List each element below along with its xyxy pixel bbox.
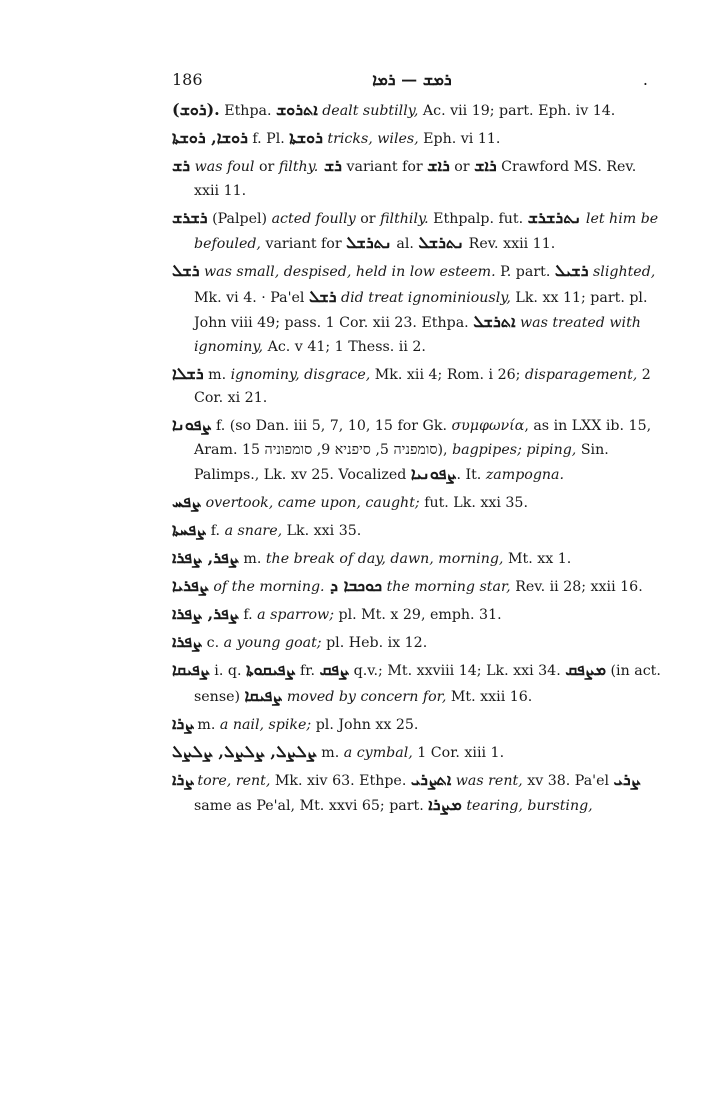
- syriac-headword: ܨܦܪܝܐ: [172, 576, 209, 595]
- entry-15: [172, 712, 664, 738]
- definition: bagpipes; piping,: [452, 441, 577, 458]
- syriac-form: ܨܪܝ: [613, 769, 640, 789]
- entry-13: [172, 630, 664, 656]
- syriac-headword: ܨܦܝܩܐ: [172, 660, 210, 679]
- syriac-headword: ܨܦܪܐ: [172, 632, 203, 651]
- text: Sin. Palimps., Lk. xv 25. Vocalized: [194, 441, 609, 483]
- definition: of the morning.: [208, 579, 325, 595]
- syriac-form: ܡܨܪܐ: [428, 795, 462, 814]
- syriac-form: ܨܦܝܩܘܬܐ: [245, 660, 296, 679]
- text: m.: [192, 716, 220, 733]
- text: variant for: [341, 159, 428, 175]
- text: 9,: [312, 441, 335, 458]
- definition: slighted,: [588, 264, 656, 280]
- syriac-form: ܢܬܪܫܠ: [418, 233, 465, 252]
- syriac-form: ܪܘܫܬܐ: [289, 128, 323, 147]
- running-head: ܪܡܫ — ܪܡܐ: [372, 70, 452, 89]
- definition: ignominy, disgrace,: [230, 366, 371, 383]
- entry-16: [172, 740, 664, 766]
- syriac-headword: ܪܫܠ: [172, 261, 200, 280]
- entry-1: [172, 98, 664, 124]
- text: variant for: [260, 236, 347, 252]
- text: or: [355, 210, 381, 227]
- syriac-form: ܪܐܫ: [474, 156, 497, 175]
- syriac-form: ܢܬܪܫܪܫ: [527, 207, 582, 227]
- definition: the morning star,: [382, 579, 511, 595]
- entry-7: [172, 413, 664, 488]
- text: f.: [238, 607, 258, 623]
- text: Ethpa.: [219, 103, 276, 119]
- syriac-headword: ܪܫܠܐ: [172, 363, 204, 383]
- definition: filthy.: [278, 159, 319, 175]
- definition: zampogna.: [485, 467, 565, 483]
- text: f. (so Dan. iii 5, 7, 10, 15 for Gk.: [211, 418, 452, 434]
- syriac-form: ܡܨܦܩ: [565, 660, 607, 679]
- definition: overtook, came upon, caught;: [201, 495, 420, 511]
- hebrew-word: סומפוניה: [264, 441, 313, 458]
- syriac-form: ܐܬܪܫܠ: [473, 312, 516, 331]
- syriac-headword: (ܪܘܫ).: [172, 100, 220, 119]
- text: m.: [316, 744, 344, 761]
- text: Mk. xiv 63. Ethpe.: [270, 772, 411, 789]
- text: c.: [202, 635, 224, 651]
- text: or: [449, 159, 475, 175]
- definition: was foul: [190, 159, 255, 175]
- entry-8: [172, 490, 664, 516]
- text: m.: [203, 366, 231, 383]
- entry-list: [172, 98, 664, 821]
- text: 15),: [241, 441, 453, 458]
- citation: 1 Cor. xiii 1.: [412, 744, 505, 761]
- entry-3: [172, 154, 664, 203]
- definition: the break of day, dawn, morning,: [265, 551, 504, 567]
- citation: Rev. ii 28; xxii 16.: [510, 579, 643, 595]
- text: Ethpalp. fut.: [428, 210, 528, 227]
- definition: filthily.: [380, 210, 429, 227]
- syriac-headword: ܨܦܚ: [172, 492, 202, 511]
- syriac-form: ܟܘܟܒܐ ܕ: [324, 576, 383, 595]
- text: i. q.: [209, 663, 246, 679]
- syriac-form: ܨܦܝܩܐ: [244, 685, 283, 705]
- definition: a young goat;: [223, 635, 322, 651]
- definition: dealt subtilly,: [317, 103, 419, 119]
- syriac-headword: ܨܦܪ, ܨܦܪܐ: [172, 604, 239, 623]
- citation: Mt. xx 1.: [503, 551, 572, 567]
- definition: was treated with ignominy,: [194, 315, 641, 355]
- definition: did treat ignominiously,: [336, 289, 511, 306]
- text: P. part.: [495, 264, 555, 280]
- text: f. Pl.: [247, 131, 290, 147]
- header-mark: .: [642, 70, 648, 89]
- syriac-form: ܢܬܪܫܠ: [346, 233, 392, 252]
- definition: tearing, bursting,: [461, 798, 593, 814]
- syriac-form: ܪܫܠ: [308, 286, 337, 306]
- greek-word: συμφωνία: [451, 418, 525, 434]
- definition: a cymbal,: [343, 744, 413, 761]
- syriac-form: ܐܬܨܪܝ: [410, 769, 452, 789]
- citation: pl. Mt. x 29, emph. 31.: [333, 607, 502, 623]
- entry-12: [172, 602, 664, 628]
- text: Mk. vi 4. · Pa'el: [194, 289, 309, 306]
- text: 5,: [370, 441, 394, 458]
- entry-10: [172, 546, 664, 572]
- entry-2: [172, 126, 664, 152]
- definition: a snare,: [224, 523, 283, 539]
- syriac-form: ܪܫ: [318, 156, 342, 175]
- definition: moved by concern for,: [282, 688, 447, 705]
- syriac-headword: ܨܦܘܢܐ: [172, 415, 212, 434]
- definition: let him be befouled,: [194, 210, 659, 252]
- text: Lk. xx 11; part. pl. John viii 49; pass. 1 Cor. xii 23. Ethpa.: [194, 289, 648, 331]
- text: (Palpel): [207, 210, 272, 227]
- definition: a sparrow;: [257, 607, 334, 623]
- definition: a nail, spike;: [219, 716, 312, 733]
- citation: Ac. v 41; 1 Thess. ii 2.: [263, 338, 426, 355]
- entry-6: [172, 362, 664, 411]
- citation: Crawford MS. Rev. xxii 11.: [194, 159, 637, 199]
- citation: Lk. xxi 35.: [282, 523, 362, 539]
- entry-14: [172, 658, 664, 709]
- entry-4: [172, 206, 664, 257]
- syriac-form: ܨܦܘܢܝܐ: [410, 464, 457, 483]
- entry-17: [172, 768, 664, 819]
- syriac-form: ܐܬܪܘܫ: [276, 100, 318, 119]
- citation: Eph. vi 11.: [418, 131, 501, 147]
- syriac-form: ܪܐܫ: [427, 156, 450, 175]
- text: xv 38. Pa'el: [522, 772, 614, 789]
- text: Mk. xii 4; Rom. i 26;: [370, 366, 525, 383]
- hebrew-word: סיפניא: [334, 441, 371, 458]
- text: f.: [206, 523, 225, 539]
- definition: disparagement,: [524, 366, 638, 383]
- syriac-form: ܪܫܝܠ: [554, 261, 589, 280]
- definition: tore, rent,: [192, 772, 271, 789]
- page-number: 186: [172, 70, 203, 89]
- citation: 2 Cor. xi 21.: [194, 366, 651, 406]
- syriac-form: ܨܦܩ: [319, 660, 350, 679]
- citation: pl. Heb. ix 12.: [321, 635, 428, 651]
- text: m.: [238, 551, 266, 567]
- hebrew-word: סומפניה: [393, 441, 438, 458]
- definition: was rent,: [451, 772, 523, 789]
- text: , as in LXX ib. 15, Aram.: [194, 418, 652, 458]
- text: (in act. sense): [194, 663, 661, 705]
- definition: tricks, wiles,: [322, 131, 419, 147]
- syriac-headword: ܪܘܫܐ, ܪܘܫܬܐ: [172, 128, 248, 147]
- citation: Rev. xxii 11.: [464, 236, 556, 252]
- entry-5: [172, 259, 664, 359]
- syriac-headword: ܨܪܐ: [172, 769, 193, 789]
- entry-9: [172, 518, 664, 544]
- text: or: [254, 159, 279, 175]
- syriac-headword: ܪܫܪܫ: [172, 207, 208, 227]
- text: al.: [391, 236, 419, 252]
- text: same as Pe'al, Mt. xxvi 65; part.: [194, 798, 429, 814]
- definition: acted foully: [271, 210, 356, 227]
- syriac-headword: ܨܦܚܬܐ: [172, 520, 207, 539]
- syriac-headword: ܪܫ: [172, 156, 191, 175]
- text: . It.: [456, 467, 486, 483]
- citation: pl. John xx 25.: [311, 716, 419, 733]
- syriac-headword: ܨܦܪ, ܨܦܪܐ: [172, 548, 239, 567]
- page-header: [172, 70, 652, 94]
- citation: Ac. vii 19; part. Eph. iv 14.: [418, 103, 616, 119]
- text: q.v.; Mt. xxviii 14; Lk. xxi 34.: [349, 663, 566, 679]
- definition: was small, despised, held in low esteem.: [199, 264, 496, 280]
- syriac-headword: ܨܪܐ: [172, 713, 193, 733]
- entry-11: [172, 574, 664, 600]
- syriac-headword: ܨܠܨܠ, ܨܠܨܠ, ܨܠܨܠ: [172, 741, 317, 761]
- text: fr.: [295, 663, 320, 679]
- citation: fut. Lk. xxi 35.: [419, 495, 528, 511]
- citation: Mt. xxii 16.: [446, 688, 533, 705]
